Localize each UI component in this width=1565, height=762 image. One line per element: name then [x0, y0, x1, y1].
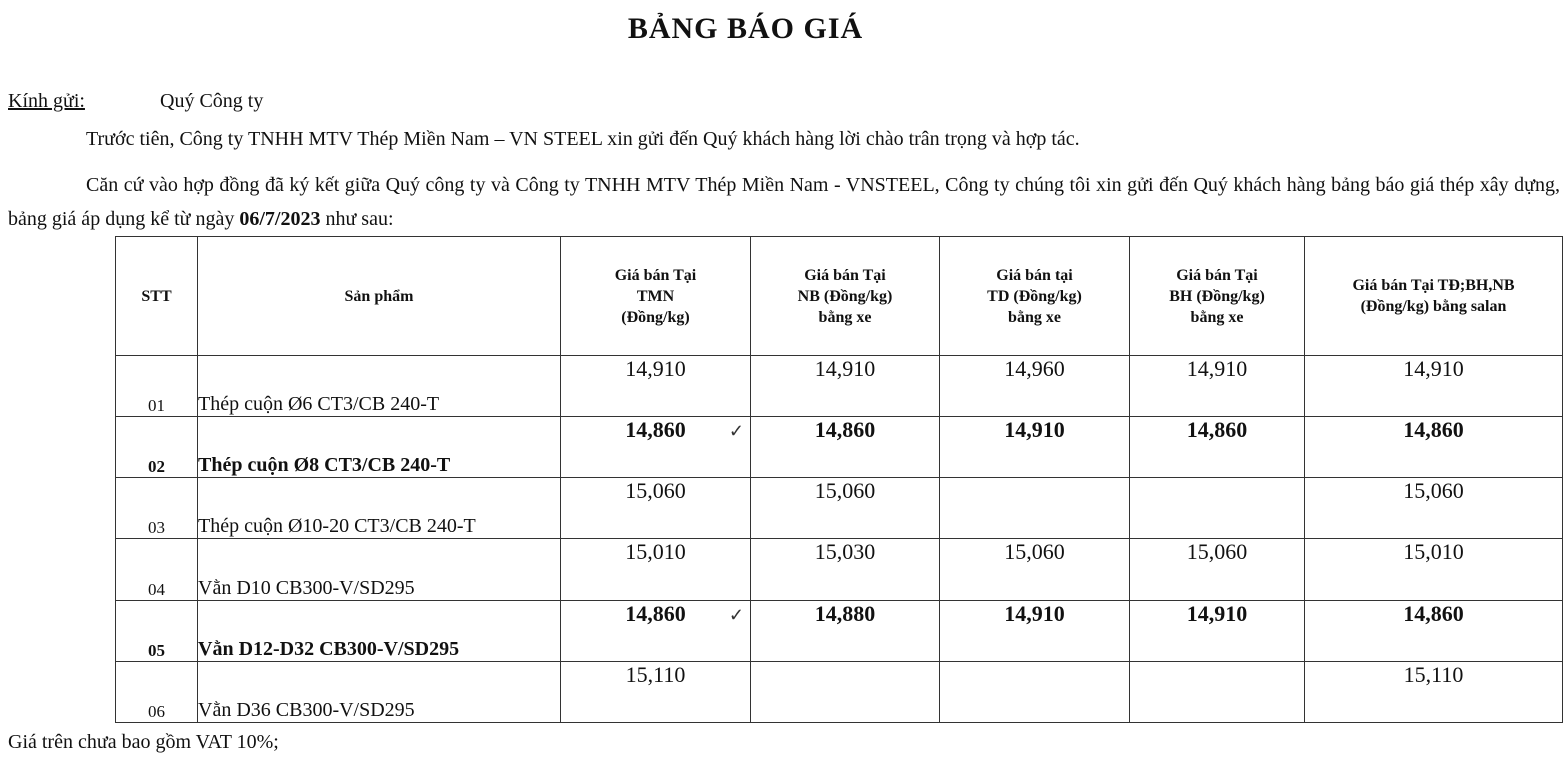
price-nb: 14,880 — [751, 600, 940, 661]
price-td: 14,910 — [940, 600, 1130, 661]
price-tmn-value: 14,860 — [625, 417, 686, 443]
row-product: Vằn D10 CB300-V/SD295 — [198, 539, 561, 600]
table-header-row — [116, 237, 1563, 356]
row-stt: 06 — [116, 661, 198, 722]
row-product: Thép cuộn Ø10-20 CT3/CB 240-T — [198, 478, 561, 539]
header-stt: STT — [116, 237, 198, 356]
price-tmn — [561, 417, 751, 478]
price-nb: 15,030 — [751, 539, 940, 600]
price-bh — [1130, 478, 1305, 539]
row-stt: 04 — [116, 539, 198, 600]
row-stt: 05 — [116, 600, 198, 661]
price-bh: 15,060 — [1130, 539, 1305, 600]
table-row — [116, 356, 1563, 417]
price-td: 14,960 — [940, 356, 1130, 417]
header-price-bh: Giá bán Tại BH (Đồng/kg) bằng xe — [1130, 237, 1305, 356]
price-bh: 14,910 — [1130, 600, 1305, 661]
greeting-line — [8, 90, 264, 113]
header-price-td: Giá bán tại TD (Đồng/kg) bằng xe — [940, 237, 1130, 356]
price-salan: 15,110 — [1305, 661, 1563, 722]
header-price-tmn: Giá bán Tại TMN (Đồng/kg) — [561, 237, 751, 356]
price-tmn-value: 14,860 — [625, 600, 686, 626]
greeting-label: Kính gửi: — [8, 90, 85, 112]
row-product: Thép cuộn Ø6 CT3/CB 240-T — [198, 356, 561, 417]
price-salan: 14,860 — [1305, 417, 1563, 478]
row-product: Vằn D36 CB300-V/SD295 — [198, 661, 561, 722]
row-stt: 01 — [116, 356, 198, 417]
table-row — [116, 417, 1563, 478]
header-price-nb: Giá bán Tại NB (Đồng/kg) bằng xe — [751, 237, 940, 356]
header-product: Sản phẩm — [198, 237, 561, 356]
price-td — [940, 478, 1130, 539]
price-nb: 14,860 — [751, 417, 940, 478]
document-title: BẢNG BÁO GIÁ — [627, 12, 864, 45]
price-bh — [1130, 661, 1305, 722]
row-stt: 02 — [116, 417, 198, 478]
basis-paragraph — [8, 168, 1560, 236]
table-row — [116, 661, 1563, 722]
price-nb: 15,060 — [751, 478, 940, 539]
vat-note: Giá trên chưa bao gồm VAT 10%; — [8, 731, 279, 753]
price-table — [115, 236, 1563, 723]
price-bh: 14,860 — [1130, 417, 1305, 478]
intro-paragraph: Trước tiên, Công ty TNHH MTV Thép Miền Nam – VN STEEL xin gửi đến Quý khách hàng lời chào trân trọng và hợp tác. — [86, 128, 1080, 150]
price-salan: 15,010 — [1305, 539, 1563, 600]
price-salan: 14,910 — [1305, 356, 1563, 417]
price-tmn: 15,110 — [561, 661, 751, 722]
checkmark-icon: ✓ — [728, 604, 744, 625]
price-salan: 15,060 — [1305, 478, 1563, 539]
price-td: 14,910 — [940, 417, 1130, 478]
price-td: 15,060 — [940, 539, 1130, 600]
header-price-salan: Giá bán Tại TĐ;BH,NB (Đồng/kg) bằng salan — [1305, 237, 1563, 356]
price-tmn — [561, 600, 751, 661]
row-product: Thép cuộn Ø8 CT3/CB 240-T — [198, 417, 561, 478]
price-tmn: 15,010 — [561, 539, 751, 600]
row-product: Vằn D12-D32 CB300-V/SD295 — [198, 600, 561, 661]
basis-text: Căn cứ vào hợp đồng đã ký kết giữa Quý công ty và Công ty TNHH MTV Thép Miền Nam - VNSTEEL, Công ty chúng tôi xin gửi đến Quý khách hàng bảng báo giá thép xây dựng, bảng giá áp dụng kể từ ngày — [8, 174, 1560, 230]
price-tmn: 15,060 — [561, 478, 751, 539]
table-row — [116, 600, 1563, 661]
basis-suffix: như sau: — [320, 208, 394, 230]
table-row — [116, 539, 1563, 600]
price-td — [940, 661, 1130, 722]
effective-date: 06/7/2023 — [239, 208, 321, 230]
price-nb — [751, 661, 940, 722]
row-stt: 03 — [116, 478, 198, 539]
table-row — [116, 478, 1563, 539]
price-salan: 14,860 — [1305, 600, 1563, 661]
checkmark-icon: ✓ — [728, 421, 744, 442]
price-bh: 14,910 — [1130, 356, 1305, 417]
price-nb: 14,910 — [751, 356, 940, 417]
price-tmn: 14,910 — [561, 356, 751, 417]
greeting-recipient: Quý Công ty — [160, 90, 264, 112]
